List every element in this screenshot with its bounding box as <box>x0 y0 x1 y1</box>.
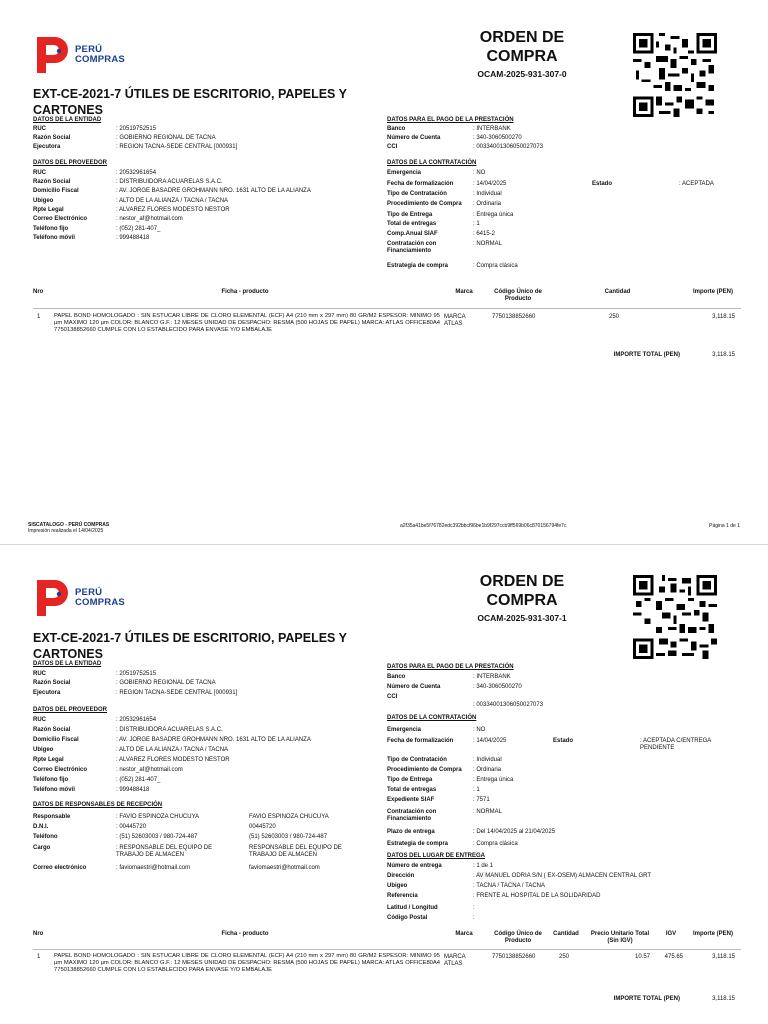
field-label: Latitud / Longitud <box>387 905 438 911</box>
field-label: Banco <box>387 126 406 132</box>
table-cell-marca: MARCA ATLAS <box>444 954 466 967</box>
peru-compras-logo-icon <box>33 576 71 620</box>
field-label: Ubigeo <box>33 747 54 753</box>
field-value: : Ordinaria <box>473 201 502 207</box>
field-label: Ejecutora <box>33 690 61 696</box>
table-cell-marca: MARCA ATLAS <box>444 314 466 327</box>
field-label: Ubigeo <box>33 198 54 204</box>
field-value: : FAVIO ESPINOZA CHUCUYA <box>116 814 200 820</box>
table-header-precio: Precio Unitario Total (Sin IGV) <box>590 931 650 944</box>
field-value: : ALTO DE LA ALIANZA / TACNA / TACNA <box>116 747 229 753</box>
qr-code-icon <box>633 575 717 659</box>
table-header-ficha: Ficha - producto <box>221 931 269 937</box>
field-value: : 14/04/2025 <box>473 181 507 187</box>
field-value: : 6415-2 <box>473 231 496 237</box>
section-heading-contratacion: DATOS DE LA CONTRATACIÓN <box>387 715 477 721</box>
table-header-importe: Importe (PEN) <box>692 289 733 295</box>
field-label: Teléfono <box>33 834 58 840</box>
table-divider <box>33 308 741 309</box>
table-cell-igv: 475.65 <box>664 954 683 960</box>
document-title-line1: ORDEN DE <box>479 29 565 46</box>
field-value: : 20532961654 <box>116 717 157 723</box>
field-label: RUC <box>33 717 46 723</box>
field-label: Referencia <box>387 893 418 899</box>
qr-code-icon <box>633 33 717 117</box>
field-label: Correo Electrónico <box>33 216 88 222</box>
field-value: : TACNA / TACNA / TACNA <box>473 883 546 889</box>
table-header-cantidad: Cantidad <box>553 931 579 937</box>
field-value: : REGION TACNA-SEDE CENTRAL [000931] <box>116 144 238 150</box>
table-cell-description: PAPEL BOND HOMOLOGADO : SIN ESTUCAR LIBRE DE CLORO ELEMENTAL (ECF) A4 (210 mm x 297 mm) 80 GR/M2 ESPESOR: MINIMO 95 µm MAXIMO 120 µm COLOR: BLANCO G.F.: 12 MESES UNIDAD DE DESPACHO: RESMA (500 HOJAS DE PAPEL) MARCA: ATLAS OFFICE80A4 7750138852660 CUMPLE CON LO ESTABLECIDO PARA ENVASE Y/O EMBALAJE <box>54 313 440 333</box>
field-value: : nestor_af@hotmail.com <box>116 767 183 773</box>
table-header-codigo: Código Único de Producto <box>494 289 542 302</box>
section-heading-pago: DATOS PARA EL PAGO DE LA PRESTACIÓN <box>387 117 514 123</box>
field-label: D.N.I. <box>33 824 49 830</box>
field-label: Razón Social <box>33 135 71 141</box>
section-heading-proveedor: DATOS DEL PROVEEDOR <box>33 707 108 713</box>
table-header-cantidad: Cantidad <box>604 289 631 295</box>
field-value: : 20519752515 <box>116 126 157 132</box>
main-title: EXT-CE-2021-7 ÚTILES DE ESCRITORIO, PAPELES Y CARTONES <box>33 631 347 661</box>
field-value: : Individual <box>473 191 502 197</box>
table-header-nro: Nro <box>33 931 44 937</box>
field-label: Número de Cuenta <box>387 135 441 141</box>
field-value: : ALVAREZ FLORES MODESTO NESTOR <box>116 757 230 763</box>
table-header-igv: IGV <box>665 931 677 937</box>
field-value: : AV MANUEL ODRIA S/N ( EX-OSEM) ALMACEN CENTRAL GRT <box>473 873 652 879</box>
field-value: : <box>473 905 475 911</box>
field-label: Plazo de entrega <box>387 829 435 835</box>
table-cell-importe: 3,118.15 <box>712 954 735 960</box>
estado-label: Estado <box>553 738 574 744</box>
table-cell-nro: 1 <box>37 954 41 960</box>
field-label: Razón Social <box>33 179 71 185</box>
logo-text-line1: PERÚ <box>75 44 103 55</box>
field-value: : DISTRIBUIDORA ACUARELAS S.A.C. <box>116 179 223 185</box>
field-label: Total de entregas <box>387 221 437 227</box>
field-label: Razón Social <box>33 727 71 733</box>
field-value: : GOBIERNO REGIONAL DE TACNA <box>116 135 216 141</box>
peru-compras-logo <box>33 576 125 620</box>
field-label: Domicilio Fiscal <box>33 188 79 194</box>
field-label: CCI <box>387 694 398 700</box>
field-value: : faviomaestri@hotmail.com <box>116 865 191 871</box>
footer-page-number: Página 1 de 1 <box>709 523 740 529</box>
field-value: : 7571 <box>473 797 490 803</box>
total-label: IMPORTE TOTAL (PEN) <box>613 352 680 358</box>
field-value: : Entrega única <box>473 777 514 783</box>
field-value: : 999488418 <box>116 787 150 793</box>
footer-hash: a2f35a41be5f76782edc392bbcf96be1b9f297ccb9ff569b06c870156794fe7c <box>400 523 567 529</box>
field-value: : RESPONSABLE DEL EQUIPO DE TRABAJO DE ALMACEN <box>116 845 213 858</box>
field-label: Expediente SIAF <box>387 797 435 803</box>
field-value: : AV. JORGE BASADRE GROHMANN NRO. 1631 ALTO DE LA ALIANZA <box>116 737 311 743</box>
section-heading-responsables: DATOS DE RESPONSABLES DE RECEPCIÓN <box>33 802 163 808</box>
field-value: : nestor_af@hotmail.com <box>116 216 183 222</box>
field-value-secondary: faviomaestri@hotmail.com <box>249 865 320 871</box>
table-cell-precio: 10.57 <box>634 954 650 960</box>
field-label: Teléfono móvil <box>33 235 75 241</box>
field-label: Correo electrónico <box>33 865 87 871</box>
field-label: Contratación con Financiamiento <box>387 809 437 822</box>
field-label: Procedimiento de Compra <box>387 201 462 207</box>
field-value: : 340-3060500270 <box>473 135 522 141</box>
estado-value: : ACEPTADA C/ENTREGA PENDIENTE <box>640 738 711 751</box>
document-title-line2: COMPRA <box>486 592 558 609</box>
order-number: OCAM-2025-931-307-0 <box>477 69 567 79</box>
document-title <box>470 28 574 66</box>
field-label: RUC <box>33 671 46 677</box>
field-label: Comp.Anual SIAF <box>387 231 438 237</box>
field-value: : AV. JORGE BASADRE GROHMANN NRO. 1631 ALTO DE LA ALIANZA <box>116 188 311 194</box>
table-cell-importe: 3,118.15 <box>712 314 735 320</box>
peru-compras-logo-icon <box>33 33 71 77</box>
logo-text-line2: COMPRAS <box>75 597 125 608</box>
field-value: : Ordinaria <box>473 767 502 773</box>
total-value: 3,118.15 <box>712 352 735 358</box>
field-value: : 999488418 <box>116 235 150 241</box>
field-label: Ejecutora <box>33 144 61 150</box>
table-cell-nro: 1 <box>37 314 41 320</box>
table-header-ficha: Ficha - producto <box>221 289 269 295</box>
total-value: 3,118.15 <box>712 996 735 1002</box>
field-value: : 1 <box>473 787 480 793</box>
field-value: : NORMAL <box>473 809 503 815</box>
section-heading-pago: DATOS PARA EL PAGO DE LA PRESTACIÓN <box>387 664 514 670</box>
field-value: : 00334001306050027073 <box>473 702 544 708</box>
total-label: IMPORTE TOTAL (PEN) <box>613 996 680 1002</box>
field-label: Teléfono fijo <box>33 777 69 783</box>
field-label: Procedimiento de Compra <box>387 767 462 773</box>
field-label: Banco <box>387 674 406 680</box>
field-label: Teléfono fijo <box>33 226 69 232</box>
field-value: : INTERBANK <box>473 674 511 680</box>
field-value: : NO <box>473 727 486 733</box>
field-label: Tipo de Contratación <box>387 191 447 197</box>
field-value: : NO <box>473 170 486 176</box>
field-value: : FRENTE AL HOSPITAL DE LA SOLIDARIDAD <box>473 893 601 899</box>
section-heading-entidad: DATOS DE LA ENTIDAD <box>33 117 102 123</box>
section-heading-contratacion: DATOS DE LA CONTRATACIÓN <box>387 160 477 166</box>
table-cell-cantidad: 250 <box>609 314 620 320</box>
field-value: : <box>473 915 475 921</box>
field-label: Domicilio Fiscal <box>33 737 79 743</box>
field-label: Fecha de formalización <box>387 738 454 744</box>
document-title-line2: COMPRA <box>486 48 558 65</box>
table-cell-description: PAPEL BOND HOMOLOGADO : SIN ESTUCAR LIBRE DE CLORO ELEMENTAL (ECF) A4 (210 mm x 297 mm) 80 GR/M2 ESPESOR: MINIMO 95 µm MAXIMO 120 µm COLOR: BLANCO G.F.: 12 MESES UNIDAD DE DESPACHO: RESMA (500 HOJAS DE PAPEL) MARCA: ATLAS OFFICE80A4 7750138852660 CUMPLE CON LO ESTABLECIDO PARA ENVASE Y/O EMBALAJE <box>54 953 440 973</box>
field-label: Correo Electrónico <box>33 767 88 773</box>
field-value: : 14/04/2025 <box>473 738 507 744</box>
table-cell-cantidad: 250 <box>559 954 570 960</box>
field-value: : Individual <box>473 757 502 763</box>
field-value: : 20519752515 <box>116 671 157 677</box>
field-label: Tipo de Entrega <box>387 212 433 218</box>
table-cell-codigo: 7750138852660 <box>492 954 536 960</box>
table-header-nro: Nro <box>33 289 44 295</box>
table-header-importe: Importe (PEN) <box>692 931 733 937</box>
field-value: : Del 14/04/2025 al 21/04/2025 <box>473 829 556 835</box>
field-value: : 1 <box>473 221 480 227</box>
field-value: : 340-3060500270 <box>473 684 522 690</box>
field-label: Teléfono móvil <box>33 787 75 793</box>
field-value-secondary: FAVIO ESPINOZA CHUCUYA <box>249 814 329 820</box>
estado-value: : ACEPTADA <box>679 181 714 187</box>
field-label: Responsable <box>33 814 71 820</box>
footer-system: SISCATALOGO - PERÚ COMPRAS <box>28 522 110 528</box>
field-value: : Compra clásica <box>473 841 518 847</box>
field-value: : 00334001306050027073 <box>473 144 544 150</box>
field-value-secondary: RESPONSABLE DEL EQUIPO DE TRABAJO DE ALMACEN <box>249 845 342 858</box>
field-label: Estrategia de compra <box>387 263 449 269</box>
document-title-line1: ORDEN DE <box>479 573 565 590</box>
field-value: : Compra clásica <box>473 263 518 269</box>
field-value-secondary: (51) 52603003 / 980-724-487 <box>249 834 328 840</box>
field-value: : 00445720 <box>116 824 147 830</box>
field-label: CCI <box>387 144 398 150</box>
field-label: Emergencia <box>387 727 422 733</box>
peru-compras-logo <box>33 33 125 77</box>
field-label: Razón Social <box>33 680 71 686</box>
table-divider <box>33 949 741 950</box>
field-label: Estrategia de compra <box>387 841 449 847</box>
field-value: : Entrega única <box>473 212 514 218</box>
main-title: EXT-CE-2021-7 ÚTILES DE ESCRITORIO, PAPELES Y CARTONES <box>33 87 347 117</box>
field-label: Tipo de Contratación <box>387 757 447 763</box>
field-label: Emergencia <box>387 170 422 176</box>
field-value-secondary: 00445720 <box>249 824 276 830</box>
field-value: : 1 de 1 <box>473 863 494 869</box>
table-header-marca: Marca <box>455 931 473 937</box>
field-label: Dirección <box>387 873 415 879</box>
order-page-2 <box>0 545 768 1024</box>
field-value: : 20532961654 <box>116 170 157 176</box>
estado-label: Estado <box>592 181 613 187</box>
field-label: Número de entrega <box>387 863 442 869</box>
field-value: : (052) 281-407_ <box>116 777 161 783</box>
field-label: Contratación con Financiamiento <box>387 241 437 254</box>
field-value: : ALVAREZ FLORES MODESTO NESTOR <box>116 207 230 213</box>
field-label: Código Postal <box>387 915 428 921</box>
field-label: RUC <box>33 126 46 132</box>
field-label: Total de entregas <box>387 787 437 793</box>
logo-text-line1: PERÚ <box>75 587 103 598</box>
section-heading-proveedor: DATOS DEL PROVEEDOR <box>33 160 108 166</box>
field-value: : (052) 281-407_ <box>116 226 161 232</box>
footer-printed: Impresión realizada el 14/04/2025 <box>28 528 104 534</box>
field-value: : ALTO DE LA ALIANZA / TACNA / TACNA <box>116 198 229 204</box>
order-number: OCAM-2025-931-307-1 <box>477 613 567 623</box>
field-value: : (51) 52603003 / 980-724-487 <box>116 834 198 840</box>
logo-text-line2: COMPRAS <box>75 54 125 65</box>
field-label: RUC <box>33 170 46 176</box>
field-label: Cargo <box>33 845 51 851</box>
field-value: : NORMAL <box>473 241 503 247</box>
table-header-codigo: Código Único de Producto <box>494 931 542 944</box>
document-title <box>470 572 574 610</box>
field-value: : DISTRIBUIDORA ACUARELAS S.A.C. <box>116 727 223 733</box>
table-header-marca: Marca <box>455 289 473 295</box>
field-label: Rpte Legal <box>33 757 64 763</box>
section-heading-entidad: DATOS DE LA ENTIDAD <box>33 661 102 667</box>
field-label: Ubigeo <box>387 883 408 889</box>
field-value: : GOBIERNO REGIONAL DE TACNA <box>116 680 216 686</box>
field-value: : REGION TACNA-SEDE CENTRAL [000931] <box>116 690 238 696</box>
section-heading-lugar: DATOS DEL LUGAR DE ENTREGA <box>387 853 486 859</box>
table-cell-codigo: 7750138852660 <box>492 314 536 320</box>
field-label: Fecha de formalización <box>387 181 454 187</box>
field-label: Número de Cuenta <box>387 684 441 690</box>
field-value: : INTERBANK <box>473 126 511 132</box>
field-label: Rpte Legal <box>33 207 64 213</box>
field-label: Tipo de Entrega <box>387 777 433 783</box>
